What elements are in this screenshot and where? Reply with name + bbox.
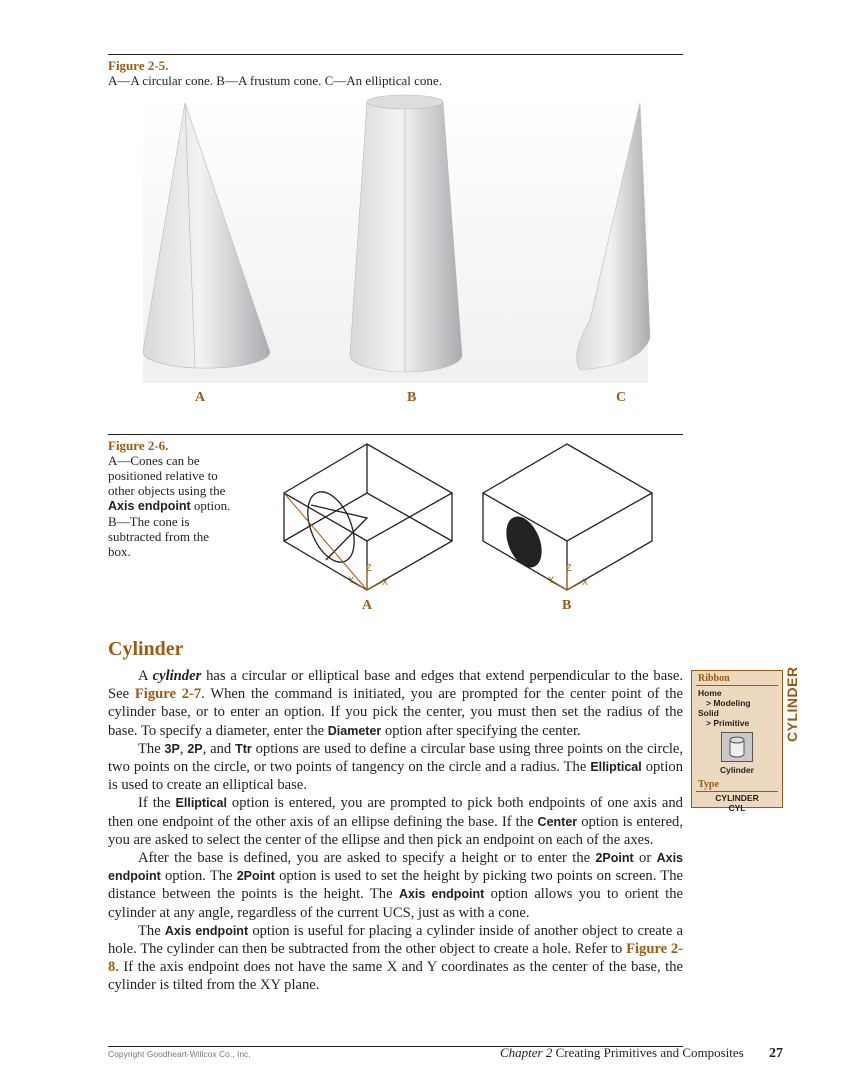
cylinder-button[interactable]	[721, 732, 753, 762]
paragraph	[108, 667, 683, 740]
axis-label-y: Y	[348, 575, 355, 585]
text-run: . If the axis endpoint does not have the same X and Y coordinates as the center of the base, the cylinder is tilted from the XY plane.	[108, 959, 683, 994]
term: cylinder	[152, 668, 202, 684]
ribbon-path: > Modeling	[706, 698, 751, 708]
text-run: . When the command is initiated, you are prompted for the center point of the cylinder base, or to enter an option. If you pick the center, you must then set the radius of the base. To specify a diameter, enter the	[108, 686, 683, 739]
button-label: Cylinder	[719, 765, 754, 775]
term: Elliptical	[590, 760, 642, 775]
term: Axis endpoint	[164, 923, 249, 938]
chapter-title: Creating Primitives and Composites	[555, 1045, 744, 1060]
figure-reference[interactable]: Figure 2-7	[134, 686, 202, 703]
section-heading: Cylinder	[108, 638, 184, 660]
text-run: After the base is defined, you are asked to specify a height or to enter the	[138, 850, 596, 867]
paragraph	[108, 922, 683, 995]
command-tab-label: CYLINDER	[784, 666, 800, 742]
term: Axis endpoint	[398, 887, 485, 902]
text-run: option is entered, you are asked to select the center of the ellipse and then pick an endpoint on each of the axes.	[108, 813, 683, 848]
figure-caption	[108, 453, 233, 559]
text-run: option is useful for placing a cylinder inside of another object to create a hole. The cylinder can then be subtracted from the other object to create a hole. Refer to	[108, 922, 683, 958]
text-run: options are used to define a circular base using three points on the circle, two points on the circle, or two points of tangency on the circle and a radius. The	[108, 740, 684, 776]
text-run: ,	[179, 740, 188, 757]
type-label: Type	[696, 777, 778, 792]
term: 3P	[164, 741, 180, 756]
copyright: Copyright Goodheart-Willcox Co., Inc.	[108, 1049, 251, 1059]
figure-reference[interactable]: Figure 2-8	[108, 941, 683, 976]
axis-label-z: Z	[366, 563, 372, 573]
text-run: option. The	[160, 868, 237, 885]
figure-label-a: A	[195, 390, 206, 405]
figure-rule	[108, 434, 683, 435]
term: Axis endpoint	[108, 499, 191, 513]
ribbon-label: Ribbon	[696, 671, 778, 686]
ribbon-path: Solid	[698, 708, 719, 718]
command-sidebar	[691, 670, 783, 813]
term: Ttr	[235, 741, 252, 756]
figure-2-6-caption	[108, 438, 233, 559]
command-alias: CYL	[728, 803, 746, 813]
term: Diameter	[327, 723, 382, 738]
term: Center	[537, 814, 578, 829]
cylinder-icon	[728, 736, 746, 758]
body-text	[108, 667, 683, 995]
paragraph	[108, 794, 683, 849]
text-run: or	[633, 850, 657, 867]
figure-label-a: A	[362, 598, 373, 613]
term: 2Point	[236, 869, 275, 884]
axis-label-x: X	[582, 577, 589, 587]
figure-title: Figure 2-6.	[108, 438, 169, 453]
text-run: The	[138, 922, 165, 939]
figure-label-c: C	[616, 390, 627, 405]
chapter-number: Chapter 2	[499, 1045, 553, 1060]
figure-caption: A—A circular cone. B—A frustum cone. C—An elliptical cone.	[108, 73, 442, 88]
figure-label-b: B	[562, 598, 572, 613]
text-run: If the	[138, 795, 176, 812]
figure-label-b: B	[407, 390, 417, 405]
footer-chapter	[500, 1045, 783, 1062]
term: 2Point	[595, 851, 634, 866]
ribbon-path: > Primitive	[706, 718, 750, 728]
paragraph	[108, 849, 683, 922]
text-run: A	[138, 668, 153, 684]
text-run: A—Cones can be positioned relative to other objects using the	[108, 453, 226, 498]
term: 2P	[187, 741, 203, 756]
text-run: option after specifying the center.	[381, 722, 581, 739]
ribbon-path: Home	[698, 688, 722, 698]
text-run: option. B—The cone is subtracted from the box.	[108, 498, 231, 559]
page-number: 27	[769, 1046, 783, 1061]
text-run: The	[138, 740, 165, 757]
axis-label-x: X	[382, 577, 389, 587]
text-run: option is entered, you are prompted to pick both endpoints of one axis and then one endpoint of the other axis of an ellipse defining the base. If the	[108, 795, 683, 830]
term: Elliptical	[175, 796, 227, 811]
paragraph	[108, 740, 683, 795]
text-run: option is used to create an elliptical base.	[108, 759, 683, 794]
text-run: , and	[202, 740, 236, 757]
term: Axis endpoint	[108, 851, 683, 884]
command-name: CYLINDER	[715, 793, 759, 803]
text-run: has a circular or elliptical base and edges that extend perpendicular to the base. See	[108, 668, 684, 703]
figure-title: Figure 2-5.	[108, 58, 169, 73]
text-run: option allows you to orient the cylinder at any angle, regardless of the current UCS, just as with a cone.	[108, 886, 683, 921]
axis-label-y: Y	[548, 575, 555, 585]
frustum-cone	[350, 95, 462, 372]
text-run: option is used to set the height by picking two points on screen. The distance between the points is the height. The	[108, 868, 683, 903]
axis-label-z: Z	[566, 563, 572, 573]
